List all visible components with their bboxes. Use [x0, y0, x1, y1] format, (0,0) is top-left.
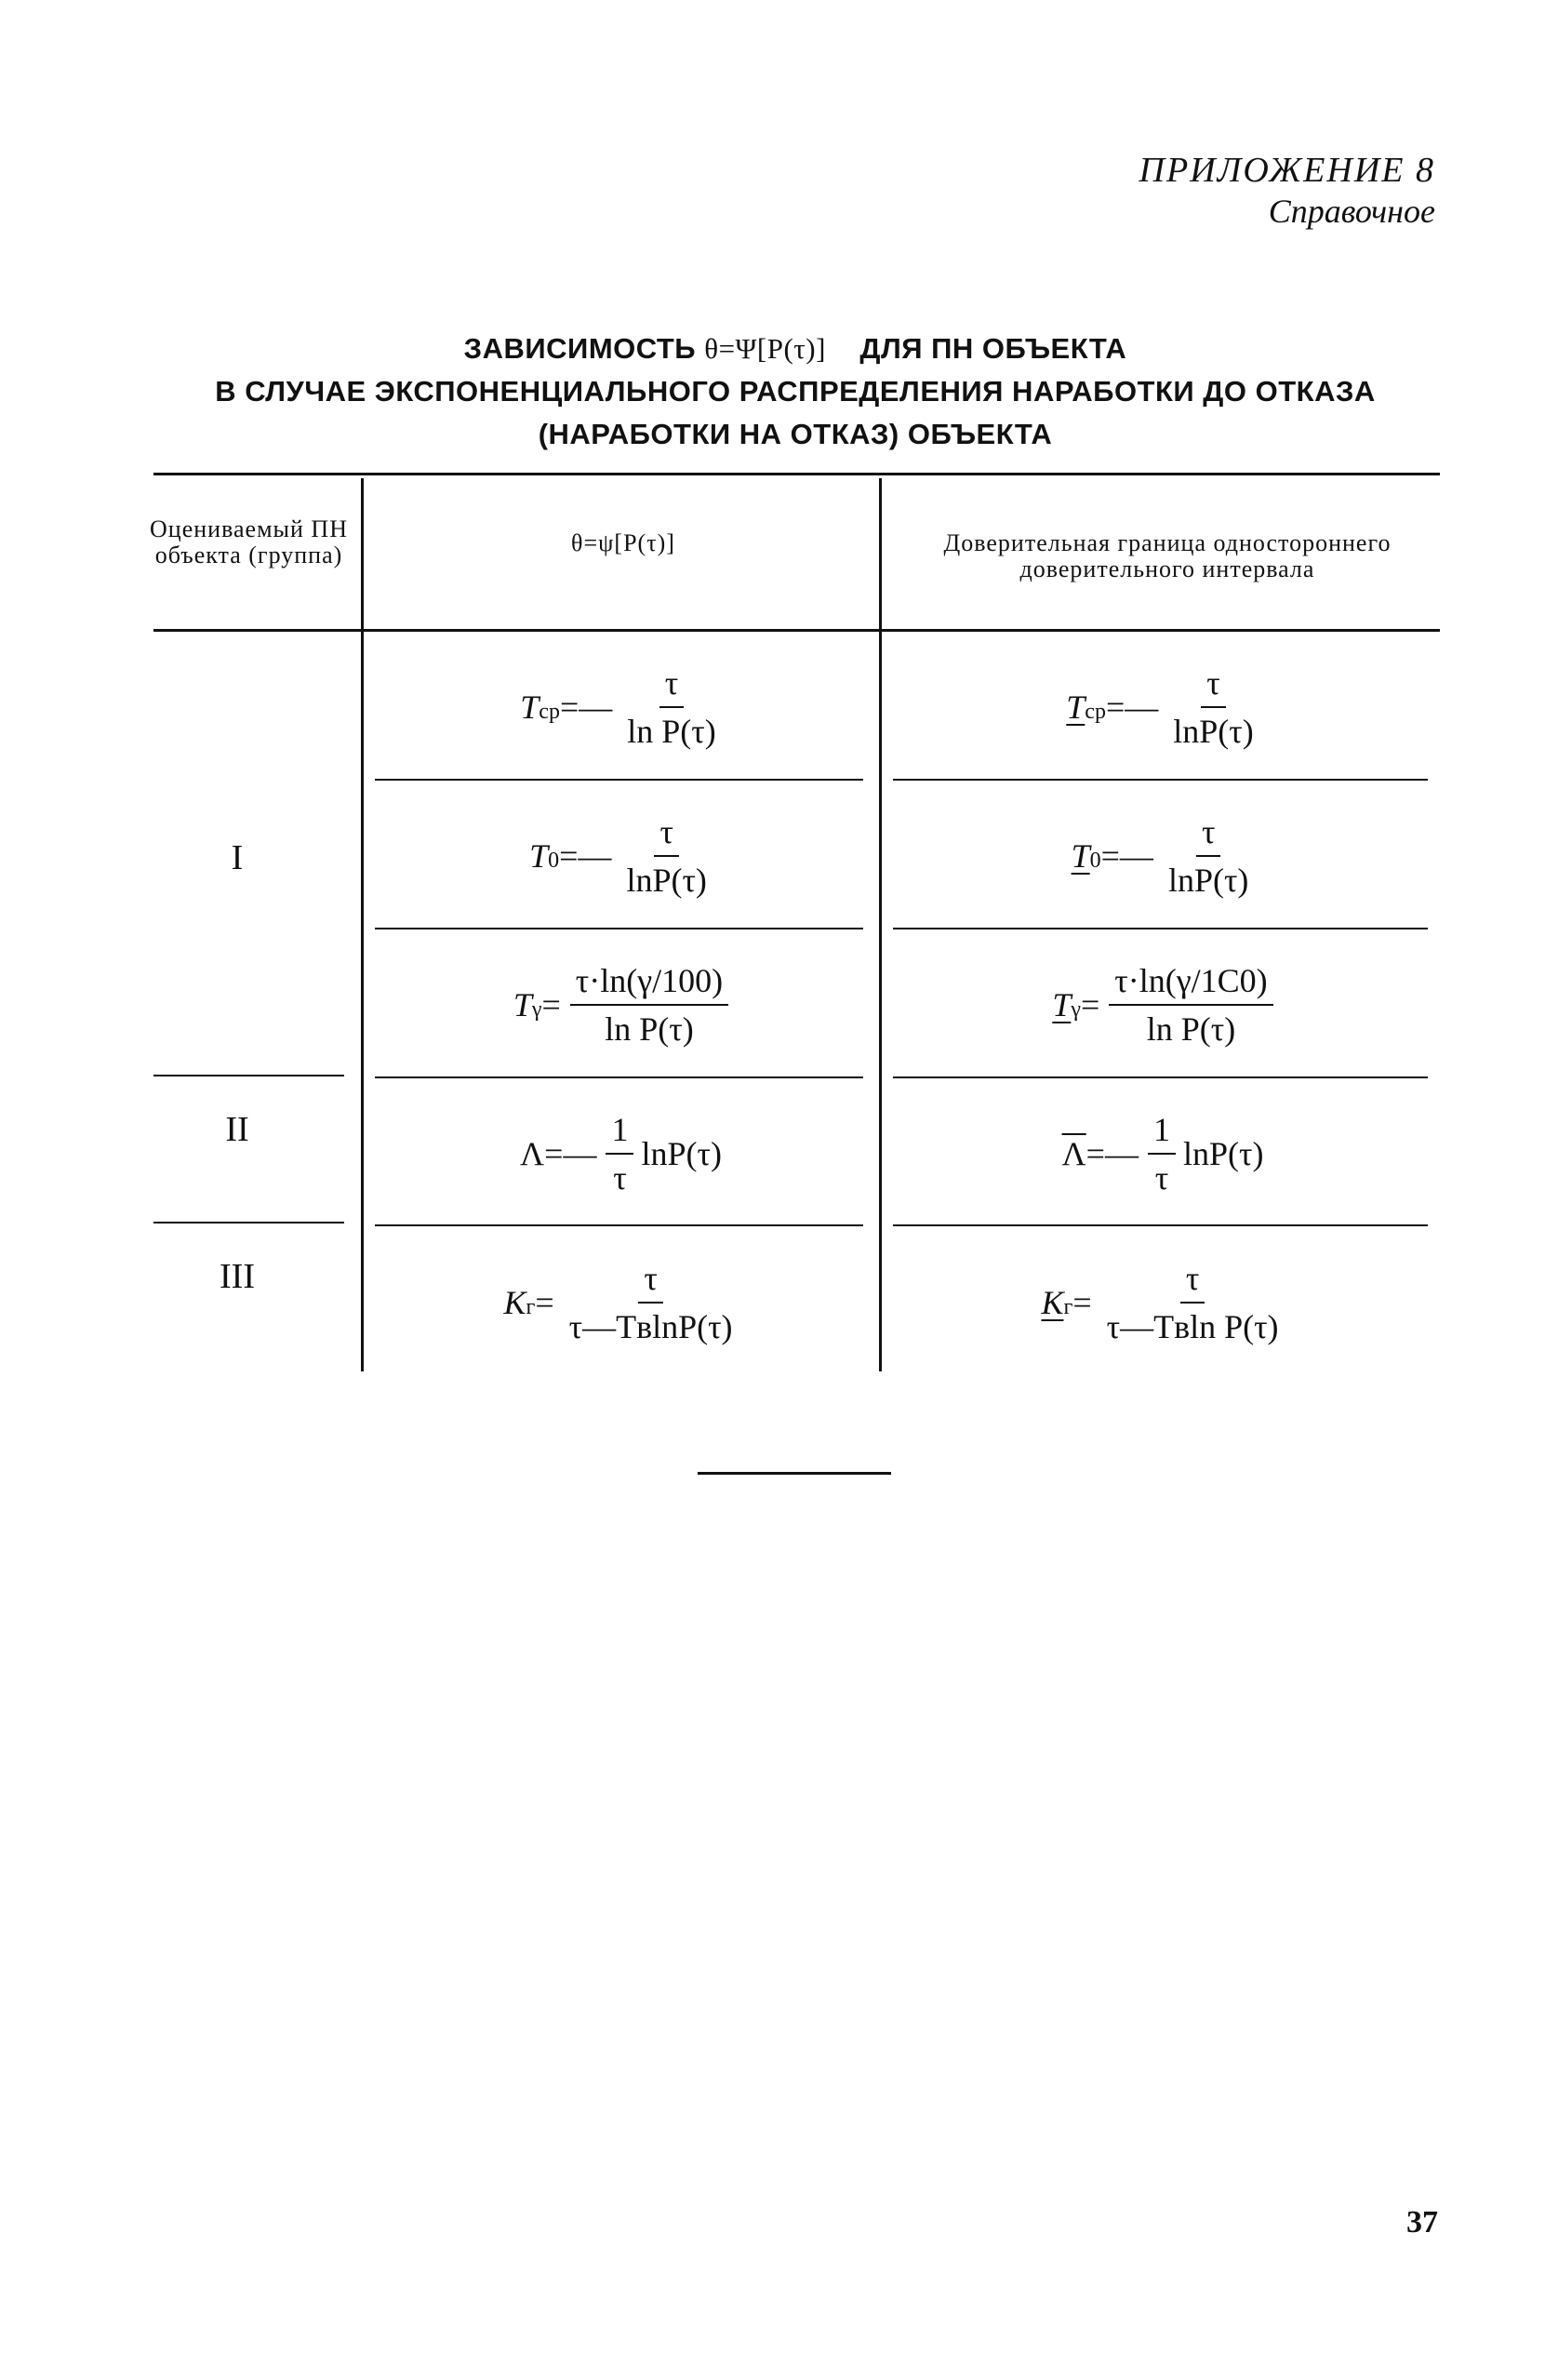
group-label-I: I	[231, 838, 244, 877]
numerator: τ·ln(γ/100)	[570, 961, 728, 1006]
symbol-t-lower: T	[1052, 986, 1072, 1023]
group-separator-1	[153, 1075, 344, 1076]
symbol-t: T	[513, 986, 532, 1023]
subscript: γ	[1071, 997, 1081, 1022]
table-col-divider-1	[361, 478, 364, 1371]
group-label-III: III	[220, 1257, 255, 1296]
row-separator-3a	[375, 1076, 863, 1078]
formula-tail: lnP(τ)	[641, 1135, 722, 1172]
equals-sign: =	[535, 1284, 554, 1321]
numerator: τ	[659, 663, 684, 708]
denominator: lnP(τ)	[626, 862, 707, 899]
fraction	[620, 812, 712, 900]
numerator: τ·ln(γ/1C0)	[1109, 961, 1272, 1006]
fraction	[1167, 663, 1259, 751]
numerator: 1	[1148, 1110, 1176, 1155]
numerator: τ	[654, 812, 678, 857]
symbol-t: T	[529, 837, 549, 875]
equals-sign: =—	[1105, 689, 1159, 726]
equals-sign: =—	[1085, 1135, 1139, 1172]
numerator: τ	[1196, 812, 1220, 857]
symbol-lambda: Λ	[520, 1135, 545, 1172]
equals-sign: =—	[559, 689, 613, 726]
equals-sign: =	[1072, 1284, 1092, 1321]
subscript: ср	[539, 700, 560, 724]
equals-sign: =—	[1100, 837, 1153, 875]
denominator: ln P(τ)	[605, 1010, 694, 1048]
denominator: τ—TвlnP(τ)	[568, 1308, 733, 1345]
title-formula: θ=Ψ[P(τ)]	[704, 332, 826, 365]
title-word-1: ЗАВИСИМОСТЬ	[463, 332, 697, 365]
denominator: ln P(τ)	[627, 713, 716, 750]
denominator: lnP(τ)	[1173, 713, 1254, 750]
row-separator-4b	[893, 1224, 1428, 1226]
formula-availability-lower	[888, 1247, 1437, 1358]
symbol-t-lower: T	[1071, 837, 1090, 875]
equals-sign: =—	[559, 837, 612, 875]
subscript: ср	[1085, 700, 1106, 724]
row-separator-2b	[893, 928, 1428, 929]
formula-lambda-upper	[888, 1098, 1437, 1210]
header-col-group: Оцениваемый ПН объекта (группа)	[150, 515, 348, 568]
numerator: τ	[1201, 663, 1225, 708]
table-col-divider-2	[879, 478, 882, 1371]
group-separator-2	[153, 1222, 344, 1223]
header-col-formula: θ=ψ[P(τ)]	[571, 529, 675, 556]
formula-gamma-lower	[888, 949, 1437, 1061]
formula-mtbf-point	[367, 651, 874, 763]
subscript: 0	[1089, 849, 1101, 873]
symbol-lambda-upper: $\overline{\Lambda}$	[1061, 1135, 1086, 1172]
symbol-k-lower: K	[1041, 1284, 1064, 1321]
row-separator-1a	[375, 779, 863, 781]
title-line-1	[149, 328, 1442, 370]
page-number: 37	[1406, 2205, 1438, 2240]
fraction	[564, 1259, 739, 1346]
denominator: lnP(τ)	[1167, 862, 1249, 899]
fraction	[621, 663, 721, 751]
formula-mtbf0-point	[367, 800, 874, 912]
title-line-3: (НАРАБОТКИ НА ОТКАЗ) ОБЪЕКТА	[538, 418, 1053, 450]
denominator: τ	[1154, 1159, 1169, 1197]
group-label-II: II	[225, 1110, 249, 1149]
equals-sign: =	[541, 986, 561, 1023]
numerator: τ	[638, 1259, 662, 1304]
subscript: г	[526, 1295, 536, 1319]
title-line-2: В СЛУЧАЕ ЭКСПОНЕНЦИАЛЬНОГО РАСПРЕДЕЛЕНИЯ НАРАБОТКИ ДО ОТКАЗА	[215, 375, 1376, 408]
formula-availability-point	[367, 1247, 874, 1358]
table-header-rule	[153, 629, 1440, 632]
title-word-2: ДЛЯ ПН ОБЪЕКТА	[859, 332, 1127, 365]
symbol-t-lower: T	[1066, 689, 1085, 726]
formula-mtbf0-lower	[888, 800, 1437, 912]
numerator: 1	[606, 1110, 633, 1155]
subscript: 0	[548, 849, 560, 873]
fraction	[570, 961, 728, 1049]
fraction	[1109, 961, 1272, 1049]
end-rule	[698, 1472, 891, 1475]
formula-mtbf-lower	[888, 651, 1437, 763]
fraction	[606, 1110, 633, 1197]
subscript: γ	[531, 997, 542, 1022]
formula-lambda-point	[367, 1098, 874, 1210]
row-separator-3b	[893, 1076, 1428, 1078]
appendix-kind: Справочное	[1268, 193, 1435, 230]
page-title	[149, 328, 1442, 456]
row-separator-2a	[375, 928, 863, 929]
fraction	[1148, 1110, 1176, 1197]
formula-gamma-point	[367, 949, 874, 1061]
header-col-bound: Доверительная граница одностороннего доверительного интервала	[943, 529, 1392, 582]
formula-tail: lnP(τ)	[1182, 1135, 1264, 1172]
denominator: τ	[613, 1159, 627, 1197]
table-top-rule	[153, 473, 1440, 475]
denominator: τ—Tвln P(τ)	[1106, 1308, 1279, 1345]
appendix-label: ПРИЛОЖЕНИЕ 8	[1139, 151, 1435, 190]
fraction	[1101, 1259, 1285, 1346]
numerator: τ	[1180, 1259, 1205, 1304]
equals-sign: =—	[544, 1135, 597, 1172]
row-separator-4a	[375, 1224, 863, 1226]
equals-sign: =	[1080, 986, 1100, 1023]
symbol-k: K	[503, 1284, 526, 1321]
subscript: г	[1063, 1295, 1073, 1319]
symbol-t: T	[520, 689, 539, 726]
row-separator-1b	[893, 779, 1428, 781]
denominator: ln P(τ)	[1146, 1010, 1236, 1048]
fraction	[1163, 812, 1254, 900]
